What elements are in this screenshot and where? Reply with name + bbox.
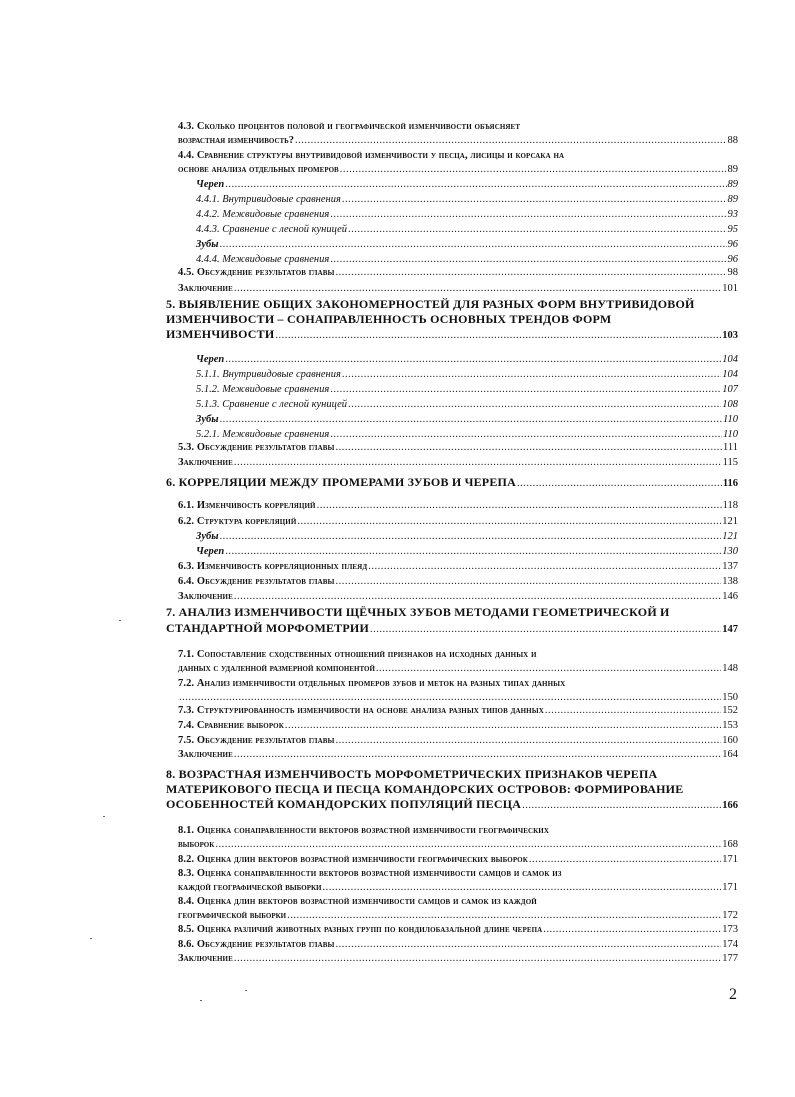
toc-entry-line (178, 881, 738, 894)
toc-entry-line (196, 178, 738, 191)
toc-entry-title: 8.1. Оценка сонаправленности векторов возрастной изменчивости географических (178, 825, 549, 836)
toc-entry-page: 166 (722, 800, 738, 811)
toc-entry-page: 96 (727, 254, 738, 265)
toc-entry-page: 98 (727, 267, 738, 278)
toc-entry-page: 174 (722, 939, 738, 950)
toc-entry-page: 148 (722, 663, 738, 674)
toc-entry-line (166, 328, 738, 342)
toc-entry-line (178, 456, 738, 469)
toc-entry-line (196, 253, 738, 266)
toc-entry-title: 6.2. Структура корреляций (178, 516, 297, 527)
toc-entry-line (178, 560, 738, 573)
scan-speck (200, 1000, 202, 1001)
toc-entry-title: МАТЕРИКОВОГО ПЕСЦА И ПЕСЦА КОМАНДОРСКИХ ОСТРОВОВ: ФОРМИРОВАНИЕ (166, 782, 684, 796)
toc-entry-page: 164 (722, 749, 738, 760)
toc-entry-page: 160 (722, 735, 738, 746)
scan-speck (119, 620, 121, 621)
dot-leader (335, 734, 721, 747)
toc-entry-page: 153 (722, 720, 738, 731)
dot-leader (225, 545, 721, 558)
toc-entry-line (196, 223, 738, 236)
scan-speck (90, 938, 92, 939)
toc-entry-title: данных с удаленной размерной компонентой (178, 663, 375, 674)
toc-entry-line (196, 428, 738, 441)
dot-leader (285, 719, 721, 732)
toc-entry-title: 6.1. Изменчивость корреляций (178, 500, 316, 511)
dot-leader (340, 163, 727, 176)
dot-leader (234, 590, 721, 603)
toc-entry-title: Заключение (178, 591, 233, 602)
toc-entry-line (166, 606, 670, 619)
toc-entry-line (196, 368, 738, 381)
toc-entry-title: Зубы (196, 239, 219, 250)
dot-leader (317, 499, 722, 512)
toc-entry-page: 177 (722, 953, 738, 964)
toc-entry-title: ИЗМЕНЧИВОСТИ – СОНАПРАВЛЕННОСТЬ ОСНОВНЫХ ТРЕНДОВ ФОРМ (166, 312, 612, 326)
dot-leader (225, 178, 726, 191)
toc-entry-line (166, 798, 738, 812)
toc-entry-page: 110 (723, 414, 738, 425)
toc-entry-page: 152 (722, 705, 738, 716)
toc-entry-title: 5.1.2. Межвидовые сравнения (196, 384, 330, 395)
toc-entry-line (178, 515, 738, 528)
toc-entry-title: основе анализа отдельных промеров (178, 164, 339, 175)
toc-entry-line (178, 648, 537, 661)
dot-leader (234, 952, 721, 965)
toc-entry-line (166, 313, 611, 326)
toc-entry-title: Зубы (196, 414, 219, 425)
dot-leader (545, 704, 721, 717)
toc-entry-title: 7. АНАЛИЗ ИЗМЕНЧИВОСТИ ЩЁЧНЫХ ЗУБОВ МЕТОДАМИ ГЕОМЕТРИЧЕСКОЙ И (166, 605, 670, 619)
toc-entry-title: Заключение (178, 283, 233, 294)
toc-entry-title: 5. ВЫЯВЛЕНИЕ ОБЩИХ ЗАКОНОМЕРНОСТЕЙ ДЛЯ РАЗНЫХ ФОРМ ВНУТРИВИДОВОЙ (166, 297, 695, 311)
toc-entry-title: СТАНДАРТНОЙ МОРФОМЕТРИИ (166, 621, 369, 635)
dot-leader (234, 748, 721, 761)
dot-leader (368, 560, 721, 573)
dot-leader (342, 368, 721, 381)
toc-entry-title: Заключение (178, 457, 233, 468)
toc-entry-line (166, 298, 695, 311)
toc-entry-title: 4.4.4. Межвидовые сравнения (196, 254, 330, 265)
toc-entry-line (178, 266, 738, 279)
dot-leader (370, 623, 721, 636)
toc-entry-line (178, 853, 738, 866)
toc-entry-title: 6. КОРРЕЛЯЦИИ МЕЖДУ ПРОМЕРАМИ ЗУБОВ И ЧЕРЕПА (166, 475, 516, 489)
toc-entry-page: 150 (722, 692, 738, 703)
dot-leader (330, 428, 722, 441)
toc-entry-page: 171 (722, 854, 738, 865)
toc-entry-line (196, 545, 738, 558)
toc-entry-page: 115 (722, 457, 738, 468)
dot-leader (522, 799, 721, 812)
toc-entry-page: 121 (722, 531, 738, 542)
toc-entry-title: 4.4.3. Сравнение с лесной куницей (196, 224, 348, 235)
dot-leader (287, 909, 721, 922)
toc-entry-line (178, 499, 738, 512)
toc-entry-title: 8. ВОЗРАСТНАЯ ИЗМЕНЧИВОСТЬ МОРФОМЕТРИЧЕСКИХ ПРИЗНАКОВ ЧЕРЕПА (166, 767, 658, 781)
toc-entry-line (196, 208, 738, 221)
toc-entry-line (196, 353, 738, 366)
toc-entry-title: 6.4. Обсуждение результатов главы (178, 576, 335, 587)
toc-entry-title: каждой географической выборки (178, 882, 322, 893)
toc-entry-title: 4.4. Сравнение структуры внутривидовой изменчивости у песца, лисицы и корсака на (178, 150, 565, 161)
toc-entry-line (178, 719, 738, 732)
toc-entry-line (178, 909, 738, 922)
toc-entry-page: 103 (722, 330, 738, 341)
toc-entry-line (196, 193, 738, 206)
toc-entry-page: 173 (722, 924, 738, 935)
toc-entry-line (178, 952, 738, 965)
toc-entry-page: 108 (722, 399, 738, 410)
toc-entry-line (178, 282, 738, 295)
toc-entry-title: Череп (196, 546, 225, 557)
toc-entry-line (196, 383, 738, 396)
dot-leader (323, 881, 722, 894)
toc-entry-page: 104 (722, 369, 738, 380)
toc-entry-page: 101 (722, 283, 738, 294)
toc-entry-line (166, 783, 683, 796)
toc-entry-line (196, 398, 738, 411)
toc-entry-title: Заключение (178, 749, 233, 760)
dot-leader (335, 575, 721, 588)
dot-leader (215, 838, 721, 851)
toc-entry-line (178, 163, 738, 176)
dot-leader (529, 853, 721, 866)
dot-leader (220, 530, 722, 543)
toc-entry-line (196, 530, 738, 543)
toc-entry-title: 8.4. Оценка длин векторов возрастной изменчивости самцов и самок из каждой (178, 896, 537, 907)
toc-entry-page: 110 (723, 429, 738, 440)
dot-leader (225, 353, 721, 366)
toc-entry-line (178, 734, 738, 747)
toc-entry-page: 104 (722, 354, 738, 365)
toc-entry-line (178, 748, 738, 761)
toc-entry-title: 7.1. Сопоставление сходственных отношений признаков на исходных данных и (178, 649, 537, 660)
toc-entry-line (178, 867, 562, 880)
toc-entry-page: 96 (727, 239, 738, 250)
dot-leader (297, 515, 721, 528)
toc-entry-line (178, 838, 738, 851)
toc-entry-title: 7.5. Обсуждение результатов главы (178, 735, 335, 746)
dot-leader (330, 253, 726, 266)
toc-entry-title: Череп (196, 179, 225, 190)
toc-entry-line (178, 704, 738, 717)
toc-entry-line (178, 120, 520, 133)
toc-entry-title: возрастная изменчивость? (178, 135, 295, 146)
scan-speck (245, 990, 247, 991)
dot-leader (330, 208, 726, 221)
toc-entry-title: 4.4.2. Межвидовые сравнения (196, 209, 330, 220)
toc-entry-page: 138 (722, 576, 738, 587)
dot-leader (295, 134, 726, 147)
scan-speck (103, 816, 105, 817)
dot-leader (348, 398, 721, 411)
toc-entry-page: 168 (722, 839, 738, 850)
toc-entry-title: 8.6. Обсуждение результатов главы (178, 939, 335, 950)
toc-entry-page: 146 (722, 591, 738, 602)
toc-entry-title: 5.3. Обсуждение результатов главы (178, 442, 335, 453)
toc-entry-page: 107 (722, 384, 738, 395)
page-number: 2 (729, 986, 737, 1003)
toc-entry-title: 8.3. Оценка сонаправленности векторов возрастной изменчивости самцов и самок из (178, 868, 562, 879)
toc-entry-title: 7.2. Анализ изменчивости отдельных промеров зубов и меток на разных типах данных (178, 678, 566, 689)
toc-entry-title: 5.2.1. Межвидовые сравнения (196, 429, 330, 440)
toc-entry-title: Заключение (178, 953, 233, 964)
dot-leader (543, 923, 721, 936)
toc-entry-title: 4.4.1. Внутривидовые сравнения (196, 194, 341, 205)
dot-leader (335, 266, 726, 279)
toc-entry-page: 88 (727, 135, 738, 146)
dot-leader (342, 193, 727, 206)
toc-entry-line (178, 824, 549, 837)
dot-leader (330, 383, 721, 396)
toc-entry-line (178, 441, 738, 454)
toc-entry-line (178, 149, 564, 162)
dot-leader (234, 282, 721, 295)
toc-entry-line (178, 677, 565, 690)
dot-leader (335, 938, 721, 951)
toc-entry-line (196, 413, 738, 426)
dot-leader (348, 223, 726, 236)
dot-leader (220, 238, 727, 251)
toc-entry-line (196, 238, 738, 251)
toc-entry-line (178, 938, 738, 951)
toc-entry-line (178, 923, 738, 936)
toc-entry-title: 8.5. Оценка различий животных разных групп по кондилобазальной длине черепа (178, 924, 543, 935)
toc-entry-title: 7.4. Сравнение выборок (178, 720, 284, 731)
toc-entry-title: Зубы (196, 531, 219, 542)
toc-entry-title: 5.1.1. Внутривидовые сравнения (196, 369, 341, 380)
toc-entry-page: 137 (722, 561, 738, 572)
toc-entry-title: 6.3. Изменчивость корреляционных плеяд (178, 561, 368, 572)
toc-entry-page: 89 (727, 194, 738, 205)
dot-leader (275, 329, 721, 342)
dot-leader (335, 441, 722, 454)
toc-entry-line (166, 476, 738, 490)
toc-entry-line (178, 662, 738, 675)
toc-entry-line (166, 768, 657, 781)
toc-entry-page: 89 (727, 164, 738, 175)
toc-entry-page: 171 (722, 882, 738, 893)
toc-entry-line (166, 622, 738, 636)
toc-entry-title: Череп (196, 354, 225, 365)
toc-entry-page: 111 (723, 442, 738, 453)
toc-entry-page: 95 (727, 224, 738, 235)
toc-entry-title: 8.2. Оценка длин векторов возрастной изменчивости географических выборок (178, 854, 528, 865)
toc-entry-title: 4.3. Сколько процентов половой и географической изменчивости объясняет (178, 121, 521, 132)
toc-entry-line (178, 590, 738, 603)
toc-entry-title: выборок (178, 839, 215, 850)
toc-entry-page: 118 (722, 500, 738, 511)
toc-entry-line (178, 691, 738, 704)
toc-entry-page: 116 (722, 478, 738, 489)
toc-entry-title: 7.3. Структурированность изменчивости на основе анализа разных типов данных (178, 705, 544, 716)
toc-entry-title: 5.1.3. Сравнение с лесной куницей (196, 399, 348, 410)
dot-leader (220, 413, 722, 426)
toc-entry-line (178, 575, 738, 588)
toc-entry-line (178, 134, 738, 147)
toc-entry-page: 130 (722, 546, 738, 557)
toc-entry-page: 121 (722, 516, 738, 527)
dot-leader (517, 477, 722, 490)
toc-entry-title: ОСОБЕННОСТЕЙ КОМАНДОРСКИХ ПОПУЛЯЦИЙ ПЕСЦА (166, 797, 522, 811)
toc-entry-page: 147 (722, 624, 738, 635)
toc-entry-title: географической выборки (178, 910, 287, 921)
toc-entry-page: 93 (727, 209, 738, 220)
dot-leader (234, 456, 722, 469)
toc-entry-title: 4.5. Обсуждение результатов главы (178, 267, 335, 278)
toc-entry-page: 172 (722, 910, 738, 921)
dot-leader (376, 662, 721, 675)
toc-entry-title: ИЗМЕНЧИВОСТИ (166, 327, 275, 341)
toc-entry-line (178, 895, 537, 908)
dot-leader (179, 691, 721, 704)
toc-entry-page: 89 (727, 179, 738, 190)
